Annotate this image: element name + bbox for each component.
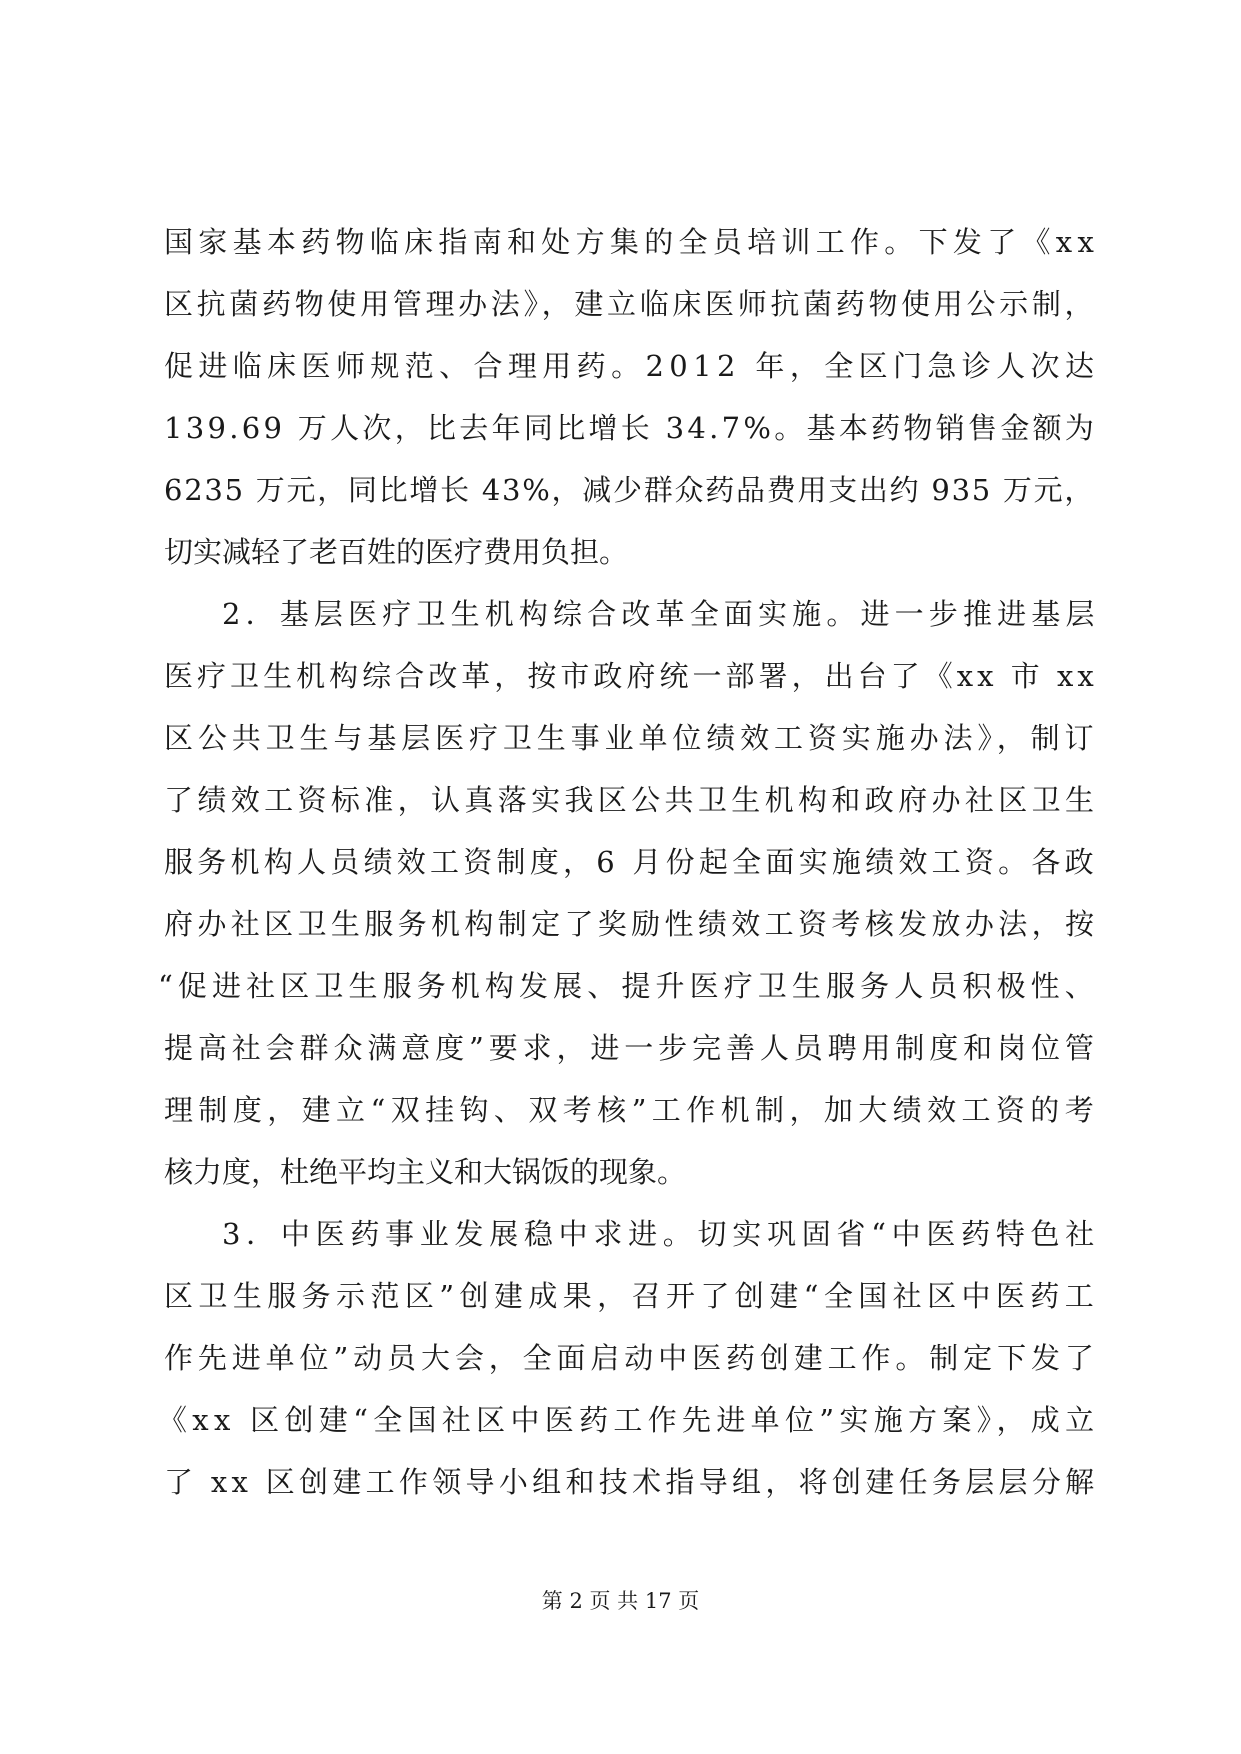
text-line: 国家基本药物临床指南和处方集的全员培训工作。下发了《xx xyxy=(164,225,1100,259)
paragraph-first-line: 2．基层医疗卫生机构综合改革全面实施。进一步推进基层 xyxy=(222,597,1100,631)
text-line: 服务机构人员绩效工资制度，6 月份起全面实施绩效工资。各政 xyxy=(164,845,1098,879)
paragraph-first-line: 3．中医药事业发展稳中求进。切实巩固省“中医药特色社 xyxy=(222,1217,1100,1251)
text-line: 理制度，建立“双挂钩、双考核”工作机制，加大绩效工资的考 xyxy=(164,1093,1100,1127)
text-line: “促进社区卫生服务机构发展、提升医疗卫生服务人员积极性、 xyxy=(158,969,1099,1003)
text-line: 促进临床医师规范、合理用药。2012 年，全区门急诊人次达 xyxy=(164,349,1100,383)
text-line: 作先进单位”动员大会，全面启动中医药创建工作。制定下发了 xyxy=(164,1341,1099,1375)
text-line: 139.69 万人次，比去年同比增长 34.7%。基本药物销售金额为 xyxy=(164,411,1098,445)
page-footer: 第 2 页 共 17 页 xyxy=(541,1589,700,1613)
text-line: 医疗卫生机构综合改革，按市政府统一部署，出台了《xx 市 xx xyxy=(164,659,1098,693)
text-line: 核力度，杜绝平均主义和大锅饭的现象。 xyxy=(164,1155,687,1189)
text-line: 《xx 区创建“全国社区中医药工作先进单位”实施方案》，成立 xyxy=(158,1403,1100,1437)
text-line: 提高社会群众满意度”要求，进一步完善人员聘用制度和岗位管 xyxy=(164,1031,1099,1065)
text-line: 切实减轻了老百姓的医疗费用负担。 xyxy=(164,535,629,569)
text-line: 府办社区卫生服务机构制定了奖励性绩效工资考核发放办法，按 xyxy=(164,907,1099,941)
text-line: 6235 万元，同比增长 43%，减少群众药品费用支出约 935 万元， xyxy=(164,473,1096,507)
text-line: 区抗菌药物使用管理办法》，建立临床医师抗菌药物使用公示制， xyxy=(164,287,1098,321)
text-line: 了 xx 区创建工作领导小组和技术指导组，将创建任务层层分解 xyxy=(164,1465,1099,1499)
text-line: 区卫生服务示范区”创建成果，召开了创建“全国社区中医药工 xyxy=(164,1279,1100,1313)
text-line: 了绩效工资标准，认真落实我区公共卫生机构和政府办社区卫生 xyxy=(164,783,1099,817)
text-line: 区公共卫生与基层医疗卫生事业单位绩效工资实施办法》，制订 xyxy=(164,721,1099,755)
